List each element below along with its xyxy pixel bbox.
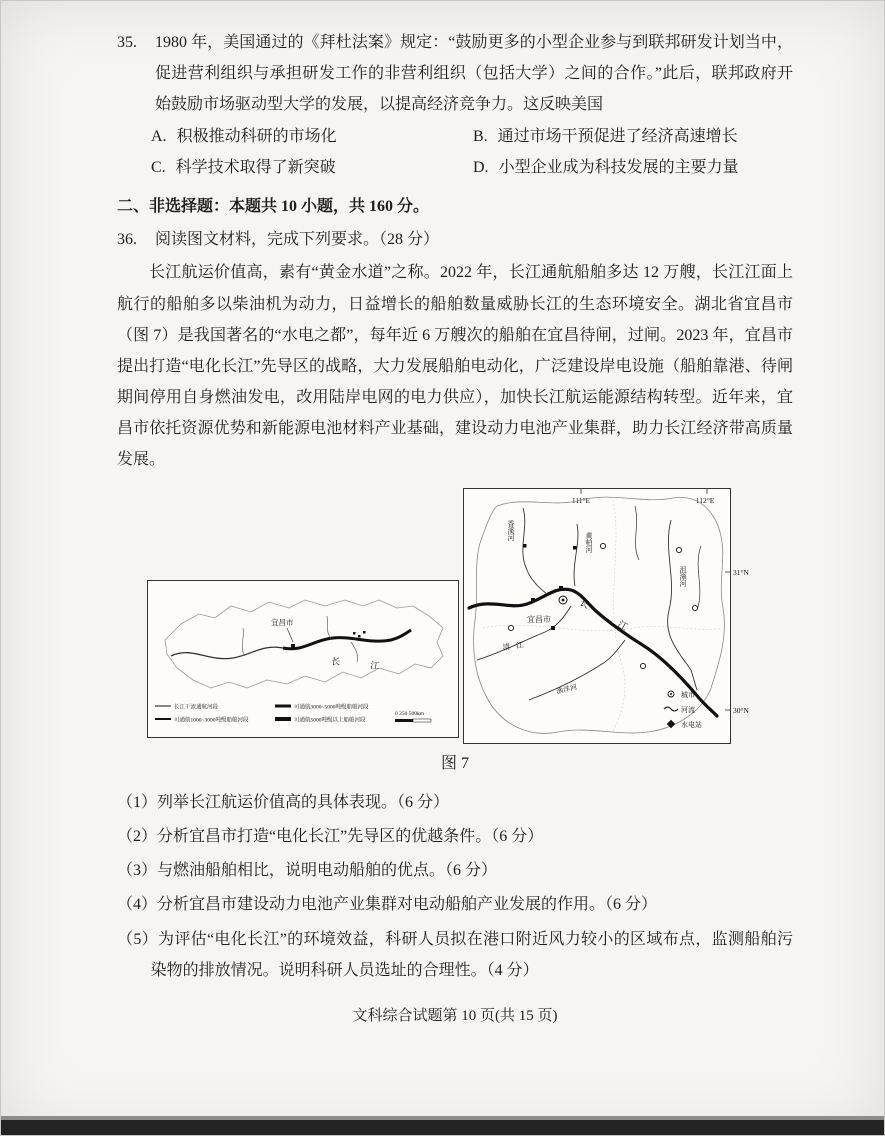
city-cluster-dot bbox=[358, 635, 361, 638]
question-35 bbox=[117, 27, 793, 121]
option-d-label: D. bbox=[473, 158, 489, 176]
lat-label-30n: 30°N bbox=[733, 705, 749, 715]
hydropower-station-marker bbox=[551, 626, 555, 630]
question-36-number: 36. bbox=[117, 231, 137, 249]
subquestion-2: （2）分析宜昌市打造“电化长江”先导区的优越条件。（6 分） bbox=[117, 828, 544, 845]
question-35-number: 35. bbox=[117, 34, 137, 51]
question-36-intro: 阅读图文材料，完成下列要求。（28 分） bbox=[155, 231, 440, 249]
hydropower-station-marker bbox=[559, 586, 563, 590]
huangbai-river-label: 黄柏河 bbox=[585, 531, 593, 553]
lon-label-111e: 111°E bbox=[571, 495, 591, 505]
city-marker bbox=[508, 625, 513, 630]
lon-label-112e: 112°E bbox=[695, 495, 715, 505]
figure-7-caption: 图 7 bbox=[440, 754, 469, 772]
legend-item-4: 可通航5000吨级以上船舶河段 bbox=[294, 717, 366, 724]
legend-hydropower-label: 水电站 bbox=[681, 720, 702, 729]
question-36-subquestions bbox=[117, 787, 793, 986]
yichang-city-marker-dot bbox=[562, 598, 565, 601]
section-2-heading: 二、非选择题：本题共 10 小题，共 160 分。 bbox=[117, 197, 430, 215]
left-map-yangtze-label: 长 江 bbox=[330, 655, 394, 673]
option-d-text: 小型企业成为科技发展的主要力量 bbox=[498, 158, 739, 176]
page-footer: 文科综合试题第 10 页(共 15 页) bbox=[352, 1007, 558, 1024]
legend-river-label: 河流 bbox=[681, 705, 695, 714]
juzhang-river-label: 沮漳河 bbox=[679, 565, 687, 587]
option-b-label: B. bbox=[473, 127, 488, 145]
option-c-text: 科学技术取得了新突破 bbox=[175, 158, 336, 176]
left-map-yichang-label: 宜昌市 bbox=[271, 617, 294, 627]
subquestion-5: （5）为评估“电化长江”的环境效益，科研人员拟在港口附近风力较小的区域布点，监测船舶污染物的排放情况。说明科研人员选址的合理性。（4 分） bbox=[117, 930, 793, 979]
lat-label-31n: 31°N bbox=[733, 567, 749, 577]
question-35-stem: 1980 年，美国通过的《拜杜法案》规定：“鼓励更多的小型企业参与到联邦研发计划当中，促进营利组织与承担研发工作的非营利组织（包括大学）之间的合作。”此后，联邦政府开始鼓励市场驱动型大学的发展，以提高经济竞争力。这反映美国 bbox=[155, 34, 793, 114]
option-b-text: 通过市场干预促进了经济高速增长 bbox=[497, 127, 738, 145]
legend-city-label: 城市 bbox=[681, 690, 695, 699]
legend-city-icon-dot bbox=[670, 693, 672, 695]
qingjiang-river-label: 清江 bbox=[502, 638, 531, 652]
right-map-yichang-detail bbox=[463, 488, 763, 744]
question-36-passage: 长江航运价值高，素有“黄金水道”之称。2022 年，长江通航船舶多达 12 万艘，长江江面上航行的船舶多以柴油机为动力，日益增长的船舶数量威胁长江的生态环境安全。湖北省宜昌市（图 7）是我国著名的“水电之都”，每年近 6 万艘次的船舶在宜昌待闸，过闸。2023 年，宜昌市提出打造“电化长江”先导区的战略，大力发展船舶电动化，广泛建设岸电设施（船舶靠港、待闸期间停用自身燃油发电，改用陆岸电网的电力供应），加快长江航运能源结构转型。近年来，宜昌市依托资源优势和新能源电池材料产业基础，建设动力电池产业集群，助力长江经济带高质量发展。 bbox=[117, 264, 793, 469]
hydropower-station-marker bbox=[523, 544, 527, 548]
page-content bbox=[117, 27, 793, 1031]
option-c bbox=[151, 152, 473, 183]
legend-item-2: 可通航1000~3000吨级船舶河段 bbox=[174, 717, 249, 724]
question-35-options bbox=[151, 121, 793, 183]
subquestion-1: （1）列举长江航运价值高的具体表现。（6 分） bbox=[117, 793, 450, 811]
city-cluster-dot bbox=[353, 632, 356, 635]
left-map-yangtze-basin bbox=[147, 580, 459, 738]
option-a bbox=[151, 121, 473, 152]
hydropower-station-marker bbox=[573, 546, 577, 550]
city-marker bbox=[640, 663, 645, 668]
scale-bar-label: 0 250 500km bbox=[395, 710, 425, 717]
city-marker bbox=[692, 605, 697, 610]
city-cluster-dot bbox=[363, 631, 366, 634]
yuyang-river-label: 渔洋河 bbox=[555, 682, 578, 696]
city-marker bbox=[600, 543, 605, 548]
option-d bbox=[473, 152, 793, 183]
option-c-label: C. bbox=[151, 158, 166, 176]
subquestion-3: （3）与燃油船舶相比，说明电动船舶的优点。（6 分） bbox=[117, 862, 498, 880]
yichang-marker bbox=[291, 644, 295, 648]
scale-bar-segment bbox=[395, 719, 413, 722]
subquestion-4: （4）分析宜昌市建设动力电池产业集群对电动船舶产业发展的作用。（6 分） bbox=[117, 896, 658, 914]
option-b bbox=[473, 121, 793, 152]
scale-bar-segment bbox=[413, 719, 431, 722]
figure-7 bbox=[117, 488, 793, 779]
option-a-label: A. bbox=[151, 127, 167, 145]
legend-item-1: 长江干流通航河段 bbox=[174, 704, 219, 711]
question-36 bbox=[117, 224, 793, 255]
city-marker bbox=[676, 547, 681, 552]
option-a-text: 积极推动科研的市场化 bbox=[176, 127, 337, 145]
xiangxi-river-label: 香溪河 bbox=[507, 519, 515, 541]
right-map-yangtze-label: 长 江 bbox=[577, 597, 643, 641]
legend-item-3: 可通航3000~5000吨级船舶河段 bbox=[294, 704, 369, 711]
scan-edge-dark-band bbox=[1, 1120, 884, 1135]
hydropower-station-marker bbox=[531, 598, 535, 602]
figure-7-maps bbox=[117, 488, 793, 744]
right-map-yichang-label: 宜昌市 bbox=[527, 614, 551, 624]
